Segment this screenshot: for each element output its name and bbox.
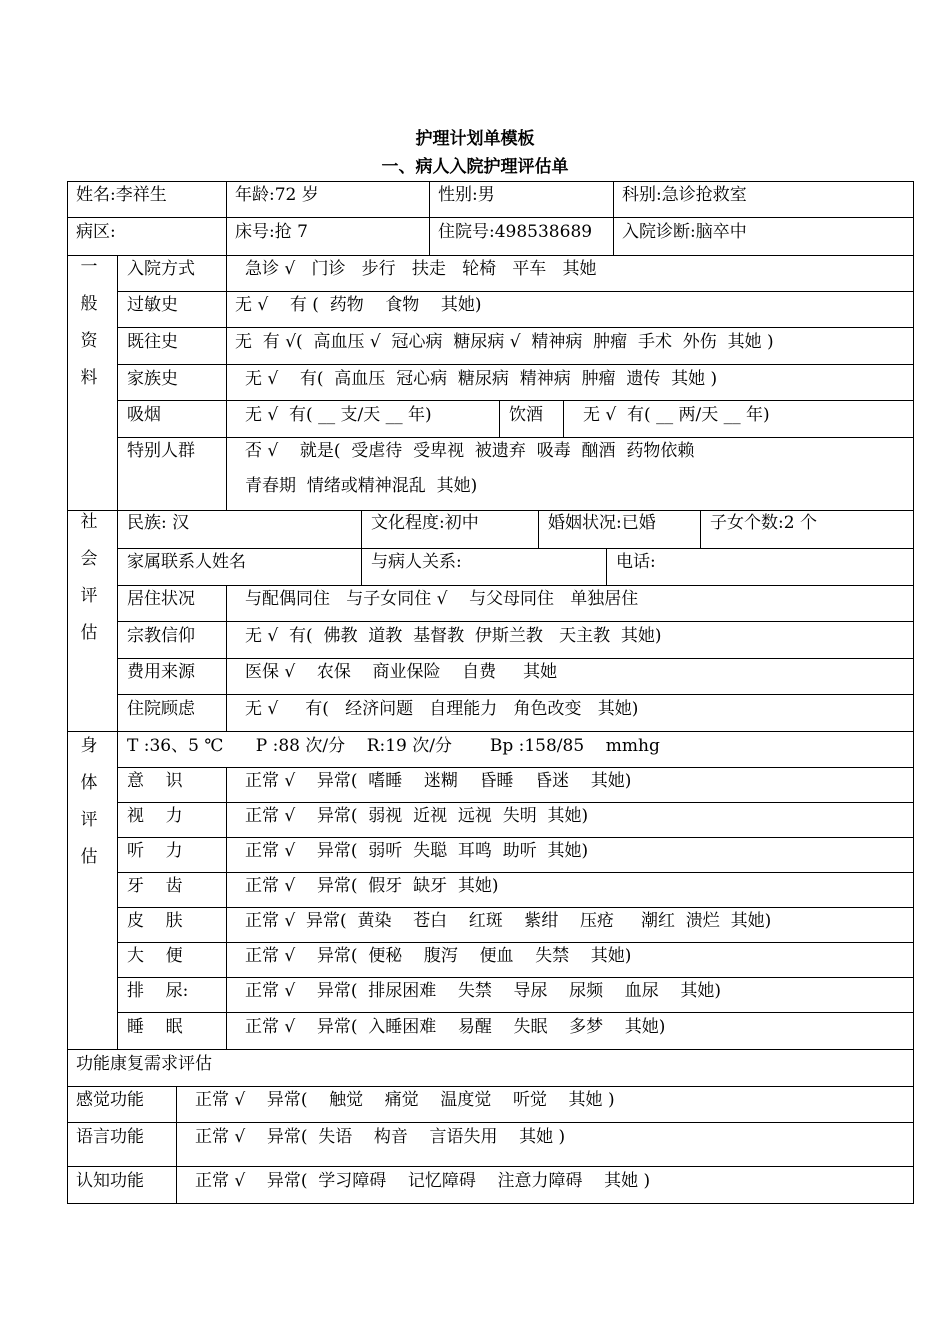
section-physical-label: 身 体 评 估	[80, 736, 98, 867]
row-divider	[67, 1086, 914, 1087]
row-divider	[117, 872, 914, 873]
religion-label: 宗教信仰	[127, 626, 195, 646]
ethnicity-field: 民族: 汉	[127, 513, 190, 533]
row-divider	[117, 400, 914, 401]
admission-mode-label: 入院方式	[127, 259, 195, 279]
allergy-label: 过敏史	[127, 295, 178, 315]
row-divider	[117, 767, 914, 768]
section-divider	[67, 731, 914, 732]
vision-label: 视 力	[127, 806, 183, 826]
religion-value: 无 √ 有( 佛教 道教 基督教 伊斯兰教 天主教 其她)	[245, 626, 662, 646]
sensory-function-label: 感觉功能	[76, 1090, 144, 1110]
allergy-value: 无 √ 有 ( 药物 食物 其她)	[235, 295, 482, 315]
history-label: 既往史	[127, 332, 178, 352]
teeth-label: 牙 齿	[127, 876, 183, 896]
row-divider	[117, 437, 914, 438]
cognitive-function-value: 正常 √ 异常( 学习障碍 记忆障碍 注意力障碍 其她 )	[195, 1171, 651, 1191]
row-divider	[117, 694, 914, 695]
marital-status-field: 婚姻状况:已婚	[548, 513, 656, 533]
language-function-label: 语言功能	[76, 1127, 144, 1147]
family-history-value: 无 √ 有( 高血压 冠心病 糖尿病 精神病 肿瘤 遗传 其她 )	[245, 369, 718, 389]
skin-label: 皮 肤	[127, 911, 183, 931]
row-divider	[67, 1122, 914, 1123]
document-subtitle: 一、病人入院护理评估单	[381, 157, 569, 177]
family-history-label: 家族史	[127, 369, 178, 389]
contact-name-label: 家属联系人姓名	[127, 552, 246, 572]
section-social-label: 社 会 评 估	[80, 512, 98, 643]
col-divider	[700, 510, 701, 548]
sleep-label: 睡 眠	[127, 1017, 183, 1037]
row-divider	[117, 658, 914, 659]
teeth-value: 正常 √ 异常( 假牙 缺牙 其她)	[245, 876, 499, 896]
vital-signs: T :36、5 ℃ P :88 次/分 R:19 次/分 Bp :158/85 mmhg	[127, 736, 660, 756]
relation-label: 与病人关系:	[371, 552, 462, 572]
ward-field: 病区:	[76, 222, 116, 242]
residence-label: 居住状况	[127, 589, 195, 609]
payment-source-label: 费用来源	[127, 662, 195, 682]
consciousness-label: 意 识	[127, 771, 183, 791]
row-divider	[117, 942, 914, 943]
language-function-value: 正常 √ 异常( 失语 构音 言语失用 其她 )	[195, 1127, 566, 1147]
bed-number: 床号:抢 7	[235, 222, 308, 242]
history-value: 无 有 √( 高血压 √ 冠心病 糖尿病 √ 精神病 肿瘤 手术 外伤 其她 )	[235, 332, 774, 352]
section-divider	[117, 255, 118, 1049]
col-divider	[361, 510, 362, 548]
col-divider	[563, 400, 564, 437]
row-divider	[117, 977, 914, 978]
admission-number: 住院号:498538689	[438, 222, 593, 242]
col-divider	[606, 548, 607, 585]
row-divider	[67, 1166, 914, 1167]
urination-value: 正常 √ 异常( 排尿困难 失禁 导尿 尿频 血尿 其她)	[245, 981, 721, 1001]
special-group-label: 特别人群	[127, 441, 195, 461]
children-count-field: 子女个数:2 个	[710, 513, 817, 533]
function-heading: 功能康复需求评估	[76, 1054, 212, 1074]
smoking-label: 吸烟	[127, 405, 161, 425]
col-divider	[613, 181, 614, 255]
admission-mode-value: 急诊 √ 门诊 步行 扶走 轮椅 平车 其她	[245, 259, 597, 279]
col-divider	[226, 181, 227, 255]
row-divider	[117, 327, 914, 328]
consciousness-value: 正常 √ 异常( 嗜睡 迷糊 昏睡 昏迷 其她)	[245, 771, 632, 791]
skin-value: 正常 √ 异常( 黄染 苍白 红斑 紫绀 压疮 潮红 溃烂 其她)	[245, 911, 772, 931]
sleep-value: 正常 √ 异常( 入睡困难 易醒 失眠 多梦 其她)	[245, 1017, 666, 1037]
urination-label: 排 尿:	[127, 981, 189, 1001]
education-field: 文化程度:初中	[371, 513, 479, 533]
residence-value: 与配偶同住 与子女同住 √ 与父母同住 单独居住	[245, 589, 639, 609]
patient-name: 姓名:李祥生	[76, 185, 167, 205]
col-divider	[226, 255, 227, 510]
special-group-value-cont: 青春期 情绪或精神混乱 其她)	[245, 476, 478, 496]
section-divider	[67, 510, 914, 511]
phone-label: 电话:	[616, 552, 656, 572]
row-divider	[117, 802, 914, 803]
row-divider	[67, 255, 914, 256]
patient-department: 科别:急诊抢救室	[622, 185, 747, 205]
row-divider	[117, 548, 914, 549]
vision-value: 正常 √ 异常( 弱视 近视 远视 失明 其她)	[245, 806, 589, 826]
row-divider	[67, 217, 914, 218]
row-divider	[117, 907, 914, 908]
payment-source-value: 医保 √ 农保 商业保险 自费 其她	[245, 662, 558, 682]
sensory-function-value: 正常 √ 异常( 触觉 痛觉 温度觉 听觉 其她 )	[195, 1090, 615, 1110]
row-divider	[117, 1012, 914, 1013]
col-divider	[226, 767, 227, 1049]
row-divider	[117, 364, 914, 365]
section-general-label: 一 般 资 料	[80, 257, 98, 388]
stool-label: 大 便	[127, 946, 183, 966]
col-divider	[429, 181, 430, 255]
stool-value: 正常 √ 异常( 便秘 腹泻 便血 失禁 其她)	[245, 946, 632, 966]
col-divider	[499, 400, 500, 437]
special-group-value: 否 √ 就是( 受虐待 受卑视 被遗弃 吸毒 酗酒 药物依赖	[245, 441, 695, 461]
row-divider	[117, 585, 914, 586]
row-divider	[117, 291, 914, 292]
col-divider	[361, 548, 362, 585]
hearing-value: 正常 √ 异常( 弱听 失聪 耳鸣 助听 其她)	[245, 841, 589, 861]
document-title: 护理计划单模板	[415, 129, 535, 149]
col-divider	[176, 1086, 177, 1204]
smoking-value: 无 √ 有( __ 支/天 __ 年)	[245, 405, 432, 425]
drinking-label: 饮酒	[509, 405, 543, 425]
row-divider	[117, 621, 914, 622]
patient-gender: 性别:男	[438, 185, 495, 205]
cognitive-function-label: 认知功能	[76, 1171, 144, 1191]
row-divider	[117, 837, 914, 838]
admission-diagnosis: 入院诊断:脑卒中	[622, 222, 747, 242]
hearing-label: 听 力	[127, 841, 183, 861]
col-divider	[538, 510, 539, 548]
patient-age: 年龄:72 岁	[235, 185, 319, 205]
hospital-concern-value: 无 √ 有( 经济问题 自理能力 角色改变 其她)	[245, 699, 639, 719]
section-divider	[67, 1049, 914, 1050]
drinking-value: 无 √ 有( __ 两/天 __ 年)	[583, 405, 770, 425]
hospital-concern-label: 住院顾虑	[127, 699, 195, 719]
